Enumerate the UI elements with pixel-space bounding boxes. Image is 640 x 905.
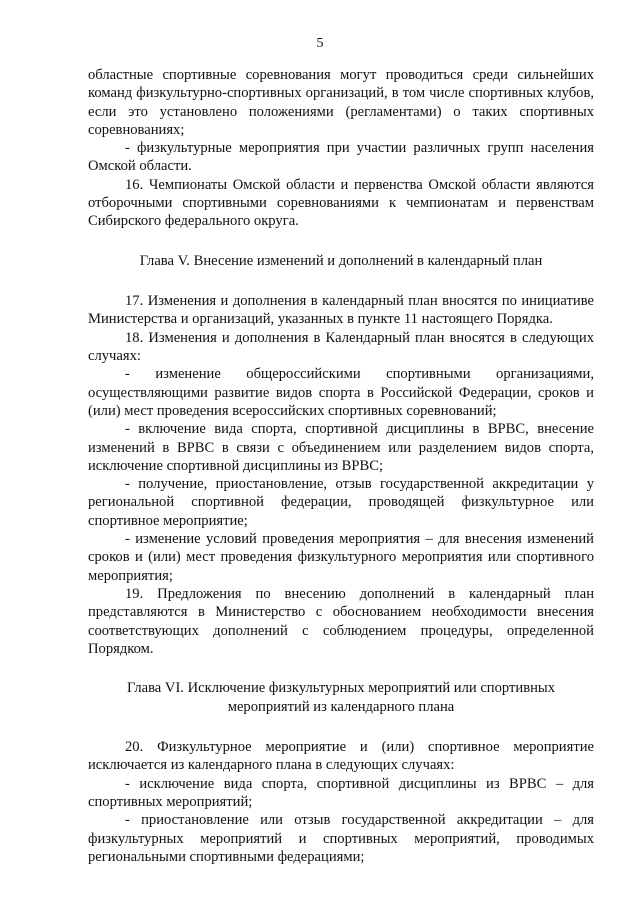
chapter-6-title-line-1: Глава VI. Исключение физкультурных мероприятий или спортивных (126, 680, 556, 697)
paragraph-18-item-4: - изменение условий проведения мероприятия – для внесения изменений сроков и (или) мест проведения физкультурного мероприятия или спортивного мероприятия; (88, 531, 594, 584)
chapter-6-heading (88, 679, 594, 716)
paragraph-20: 20. Физкультурное мероприятие и (или) спортивное мероприятие исключается из календарного плана в следующих случаях: (88, 739, 594, 774)
paragraph-list-item: - физкультурные мероприятия при участии различных групп населения Омской области. (88, 140, 594, 175)
paragraph-18-item-2: - включение вида спорта, спортивной дисциплины в ВРВС, внесение изменений в ВРВС в связи с объединением или разделением видов спорта, исключение спортивной дисциплины из ВРВС; (88, 421, 594, 474)
chapter-5-heading (88, 252, 594, 271)
paragraph-16: 16. Чемпионаты Омской области и первенства Омской области являются отборочными спортивными соревнованиями к чемпионатам и первенствам Сибирского федерального округа. (88, 176, 594, 230)
paragraph-18: 18. Изменения и дополнения в Календарный план вносятся в следующих случаях: (88, 329, 594, 365)
paragraph-19: 19. Предложения по внесению дополнений в календарный план представляются в Министерство с обоснованием необходимости внесения соответствующих дополнений с соблюдением процедуры, определенной Порядком. (88, 585, 594, 657)
paragraph-20-item-2: - приостановление или отзыв государственной аккредитации – для физкультурных мероприятий и спортивных мероприятий, проводимых региональными спортивными федерациями; (88, 812, 594, 865)
paragraph-continuation: областные спортивные соревнования могут проводиться среди сильнейших команд физкультурно-спортивных организаций, в том числе спортивных клубов, если это установлено положениями (регламентами) о таких спортивных соревнованиях; (88, 67, 594, 138)
paragraph-20-item-1: - исключение вида спорта, спортивной дисциплины из ВРВС – для спортивных мероприятий; (88, 775, 594, 810)
paragraph-17: 17. Изменения и дополнения в календарный план вносятся по инициативе Министерства и организаций, указанных в пункте 11 настоящего Порядка. (88, 293, 594, 328)
paragraph-18-item-3: - получение, приостановление, отзыв государственной аккредитации у региональной спортивной федерации, проводящей физкультурное или спортивное мероприятие; (88, 476, 594, 529)
page-number: 5 (316, 36, 324, 51)
paragraph-18-item-1: - изменение общероссийскими спортивными организациями, осуществляющими развитие видов спорта в Российской Федерации, сроков и (или) мест проведения всероссийских спортивных соревнований; (88, 366, 594, 419)
chapter-6-title-line-2: мероприятий из календарного плана (227, 698, 455, 715)
document-body (88, 66, 594, 866)
chapter-5-title: Глава V. Внесение изменений и дополнений в календарный план (139, 252, 543, 269)
